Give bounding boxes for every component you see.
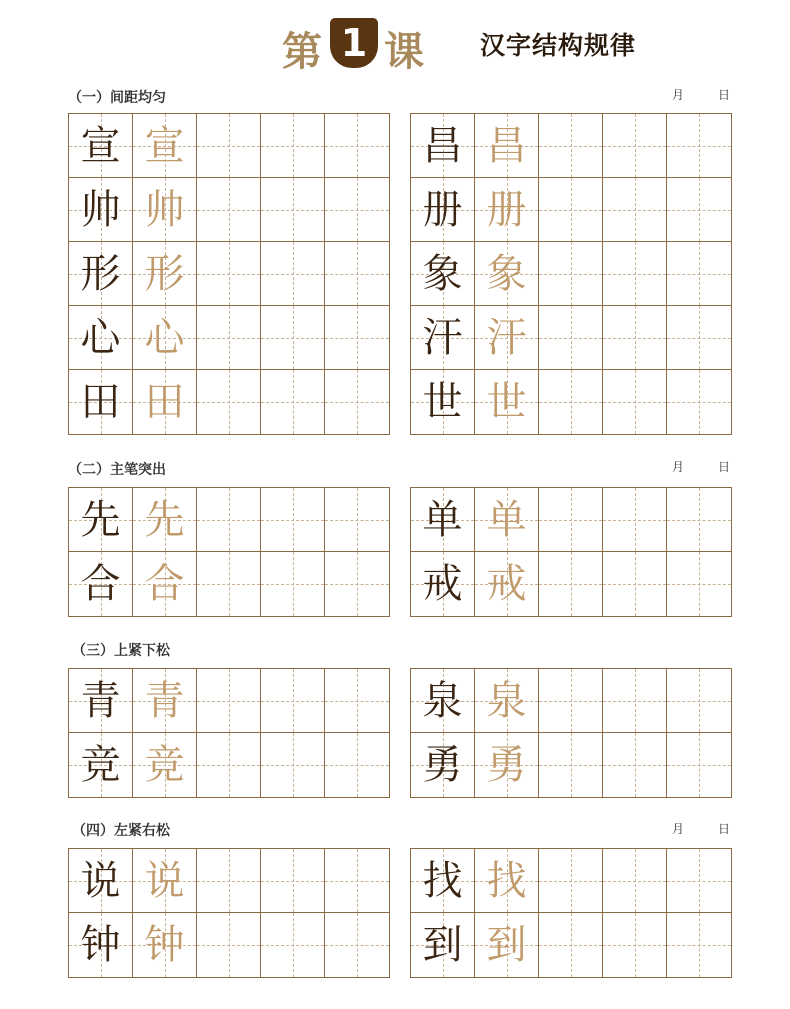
- practice-cell[interactable]: [603, 669, 667, 733]
- trace-character: 竞: [144, 742, 185, 788]
- practice-grid: [68, 487, 390, 617]
- practice-cell[interactable]: [197, 114, 261, 178]
- practice-cell[interactable]: [603, 488, 667, 552]
- practice-cell[interactable]: [667, 849, 731, 913]
- trace-character: 形: [144, 251, 185, 297]
- model-character: 找: [422, 858, 463, 904]
- model-cell: [133, 488, 197, 552]
- practice-cell[interactable]: [325, 552, 389, 616]
- practice-cell[interactable]: [325, 370, 389, 434]
- model-character: 钟: [80, 922, 121, 968]
- model-cell: [475, 306, 539, 370]
- lesson-prefix: 第: [282, 29, 322, 75]
- practice-cell[interactable]: [539, 306, 603, 370]
- practice-cell[interactable]: [539, 242, 603, 306]
- practice-cell[interactable]: [197, 370, 261, 434]
- model-cell: [411, 242, 475, 306]
- practice-cell[interactable]: [261, 242, 325, 306]
- practice-cell[interactable]: [539, 370, 603, 434]
- practice-cell[interactable]: [539, 849, 603, 913]
- model-cell: [475, 849, 539, 913]
- model-character: 先: [80, 497, 121, 543]
- practice-cell[interactable]: [603, 733, 667, 797]
- model-character: 说: [80, 858, 121, 904]
- trace-character: 合: [144, 561, 185, 607]
- trace-character: 先: [144, 497, 185, 543]
- practice-cell[interactable]: [325, 669, 389, 733]
- model-cell: [411, 306, 475, 370]
- model-cell: [69, 913, 133, 977]
- practice-cell[interactable]: [261, 370, 325, 434]
- trace-character: 青: [144, 678, 185, 724]
- model-character: 到: [422, 922, 463, 968]
- practice-cell[interactable]: [197, 306, 261, 370]
- practice-cell[interactable]: [603, 552, 667, 616]
- model-cell: [411, 114, 475, 178]
- trace-character: 昌: [486, 123, 527, 169]
- practice-cell[interactable]: [261, 913, 325, 977]
- model-cell: [69, 306, 133, 370]
- practice-cell[interactable]: [261, 488, 325, 552]
- trace-character: 田: [144, 379, 185, 425]
- trace-character: 找: [486, 858, 527, 904]
- practice-cell[interactable]: [667, 488, 731, 552]
- practice-cell[interactable]: [603, 178, 667, 242]
- model-cell: [133, 913, 197, 977]
- trace-character: 说: [144, 858, 185, 904]
- practice-cell[interactable]: [667, 178, 731, 242]
- practice-grid: [68, 668, 390, 798]
- practice-cell[interactable]: [603, 849, 667, 913]
- month-label: 月: [672, 460, 685, 474]
- model-cell: [475, 552, 539, 616]
- model-cell: [69, 370, 133, 434]
- model-cell: [133, 114, 197, 178]
- lesson-header: [0, 14, 790, 74]
- practice-cell[interactable]: [197, 488, 261, 552]
- day-label: 日: [718, 460, 731, 474]
- practice-cell[interactable]: [539, 114, 603, 178]
- model-cell: [133, 178, 197, 242]
- section-title-1: （一）间距均匀: [68, 90, 166, 106]
- model-character: 昌: [422, 123, 463, 169]
- practice-grid: [410, 668, 732, 798]
- model-character: 戒: [422, 561, 463, 607]
- section-title-3: （三）上紧下松: [72, 643, 170, 659]
- practice-cell[interactable]: [325, 488, 389, 552]
- model-character: 形: [80, 251, 121, 297]
- practice-cell[interactable]: [667, 552, 731, 616]
- practice-grid: [410, 848, 732, 978]
- model-character: 青: [80, 678, 121, 724]
- practice-cell[interactable]: [667, 913, 731, 977]
- trace-character: 泉: [486, 678, 527, 724]
- practice-cell[interactable]: [667, 242, 731, 306]
- practice-cell[interactable]: [603, 306, 667, 370]
- practice-cell[interactable]: [325, 849, 389, 913]
- model-cell: [133, 242, 197, 306]
- practice-cell[interactable]: [325, 306, 389, 370]
- practice-cell[interactable]: [603, 242, 667, 306]
- practice-cell[interactable]: [261, 178, 325, 242]
- model-character: 单: [422, 497, 463, 543]
- practice-cell[interactable]: [667, 733, 731, 797]
- model-cell: [475, 733, 539, 797]
- practice-cell[interactable]: [197, 733, 261, 797]
- practice-cell[interactable]: [539, 733, 603, 797]
- model-character: 心: [80, 315, 121, 361]
- day-label: 日: [718, 822, 731, 836]
- model-cell: [475, 370, 539, 434]
- model-cell: [475, 178, 539, 242]
- practice-cell[interactable]: [667, 669, 731, 733]
- practice-cell[interactable]: [261, 669, 325, 733]
- model-character: 世: [422, 379, 463, 425]
- model-cell: [411, 178, 475, 242]
- lesson-subtitle: 汉字结构规律: [480, 31, 637, 60]
- section-title-2: （二）主笔突出: [68, 462, 166, 478]
- model-character: 册: [422, 187, 463, 233]
- practice-cell[interactable]: [325, 114, 389, 178]
- practice-cell[interactable]: [539, 913, 603, 977]
- lesson-suffix: 课: [384, 29, 424, 75]
- model-cell: [69, 242, 133, 306]
- practice-grid: [410, 113, 732, 435]
- practice-cell[interactable]: [261, 306, 325, 370]
- trace-character: 勇: [486, 742, 527, 788]
- practice-cell[interactable]: [603, 370, 667, 434]
- model-cell: [69, 114, 133, 178]
- practice-cell[interactable]: [603, 913, 667, 977]
- model-cell: [133, 306, 197, 370]
- model-cell: [69, 669, 133, 733]
- practice-cell[interactable]: [325, 733, 389, 797]
- model-character: 汗: [422, 315, 463, 361]
- lesson-number-badge: 1: [330, 18, 378, 68]
- model-cell: [411, 849, 475, 913]
- trace-character: 册: [486, 187, 527, 233]
- model-cell: [133, 669, 197, 733]
- model-character: 勇: [422, 742, 463, 788]
- model-cell: [475, 669, 539, 733]
- practice-cell[interactable]: [325, 242, 389, 306]
- practice-cell[interactable]: [261, 849, 325, 913]
- model-cell: [475, 488, 539, 552]
- practice-cell[interactable]: [197, 669, 261, 733]
- section-title-4: （四）左紧右松: [72, 823, 170, 839]
- practice-cell[interactable]: [197, 849, 261, 913]
- practice-cell[interactable]: [667, 306, 731, 370]
- practice-cell[interactable]: [539, 488, 603, 552]
- practice-cell[interactable]: [539, 178, 603, 242]
- model-cell: [411, 733, 475, 797]
- trace-character: 汗: [486, 315, 527, 361]
- trace-character: 世: [486, 379, 527, 425]
- model-cell: [69, 733, 133, 797]
- model-character: 帅: [80, 187, 121, 233]
- model-cell: [411, 488, 475, 552]
- model-character: 宣: [80, 123, 121, 169]
- trace-character: 象: [486, 251, 527, 297]
- model-cell: [133, 552, 197, 616]
- model-cell: [411, 913, 475, 977]
- model-character: 合: [80, 561, 121, 607]
- model-character: 泉: [422, 678, 463, 724]
- trace-character: 到: [486, 922, 527, 968]
- model-character: 田: [80, 379, 121, 425]
- month-label: 月: [672, 822, 685, 836]
- practice-cell[interactable]: [197, 242, 261, 306]
- practice-cell[interactable]: [539, 669, 603, 733]
- trace-character: 戒: [486, 561, 527, 607]
- month-label: 月: [672, 88, 685, 102]
- model-cell: [69, 849, 133, 913]
- practice-cell[interactable]: [603, 114, 667, 178]
- model-cell: [411, 669, 475, 733]
- practice-cell[interactable]: [197, 552, 261, 616]
- model-cell: [133, 849, 197, 913]
- practice-grid: [410, 487, 732, 617]
- practice-cell[interactable]: [261, 733, 325, 797]
- model-cell: [69, 178, 133, 242]
- practice-grid: [68, 848, 390, 978]
- model-character: 象: [422, 251, 463, 297]
- practice-cell[interactable]: [667, 114, 731, 178]
- day-label: 日: [718, 88, 731, 102]
- practice-cell[interactable]: [325, 913, 389, 977]
- practice-cell[interactable]: [539, 552, 603, 616]
- model-cell: [69, 488, 133, 552]
- practice-cell[interactable]: [325, 178, 389, 242]
- trace-character: 宣: [144, 123, 185, 169]
- model-cell: [133, 370, 197, 434]
- model-cell: [475, 242, 539, 306]
- model-character: 竞: [80, 742, 121, 788]
- practice-cell[interactable]: [197, 178, 261, 242]
- model-cell: [475, 913, 539, 977]
- practice-grid: [68, 113, 390, 435]
- practice-cell[interactable]: [197, 913, 261, 977]
- trace-character: 帅: [144, 187, 185, 233]
- practice-cell[interactable]: [261, 114, 325, 178]
- practice-cell[interactable]: [261, 552, 325, 616]
- trace-character: 钟: [144, 922, 185, 968]
- trace-character: 单: [486, 497, 527, 543]
- model-cell: [475, 114, 539, 178]
- model-cell: [133, 733, 197, 797]
- model-cell: [411, 552, 475, 616]
- model-cell: [411, 370, 475, 434]
- model-cell: [69, 552, 133, 616]
- trace-character: 心: [144, 315, 185, 361]
- practice-cell[interactable]: [667, 370, 731, 434]
